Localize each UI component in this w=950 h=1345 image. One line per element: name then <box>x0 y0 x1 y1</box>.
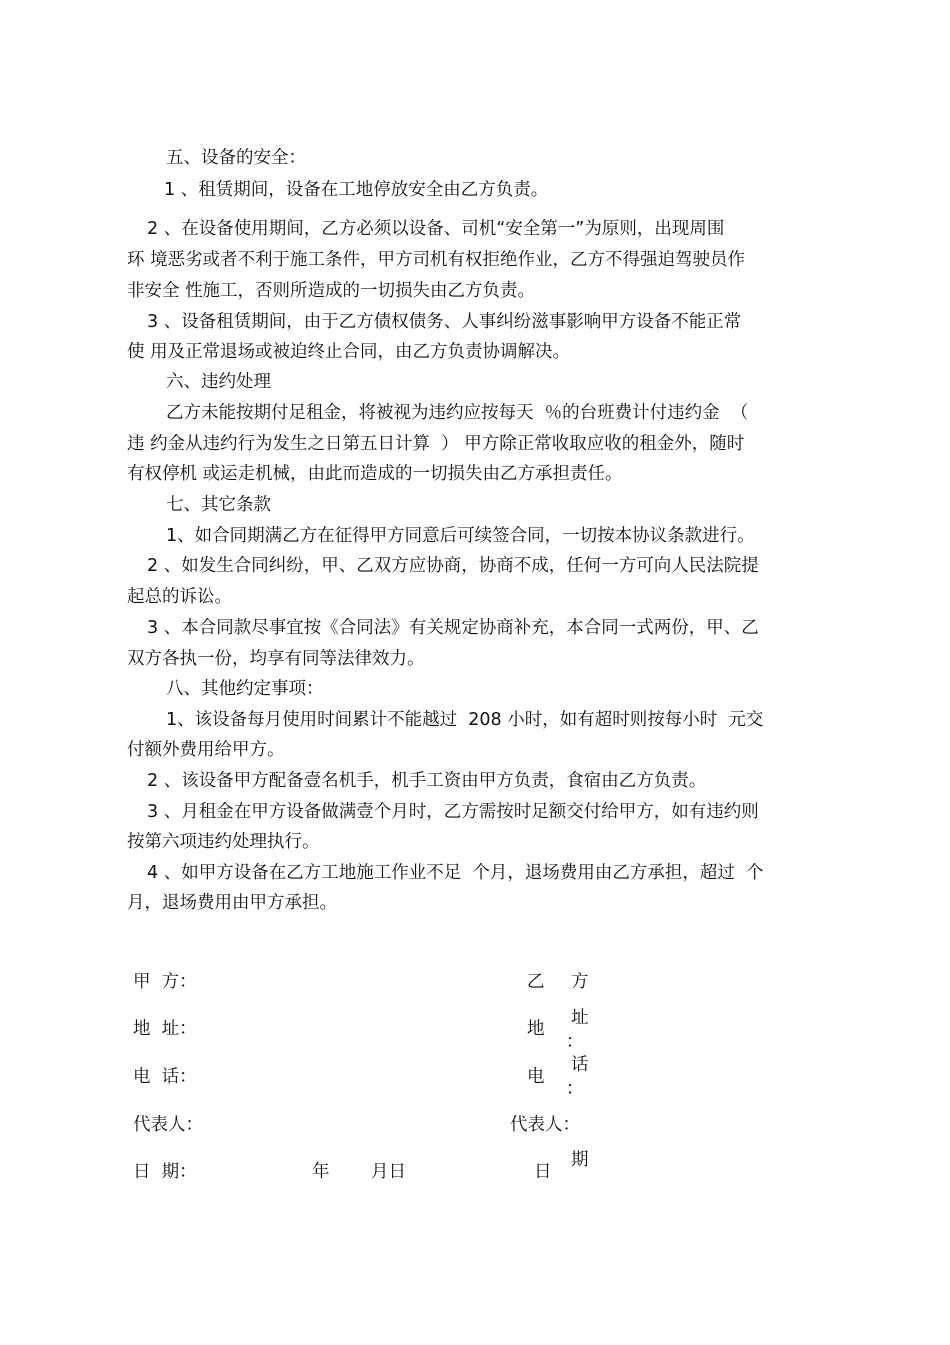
clause-7-3-line-1: 3 、本合同款尽事宜按《合同法》有关规定协商补充，本合同一式两份，甲、乙 <box>147 618 759 638</box>
clause-8-4-line-1: 4 、如甲方设备在乙方工地施工作业不足 个月，退场费用由乙方承担，超过 个 <box>147 863 764 883</box>
party-a-label: 甲 方： <box>133 972 197 992</box>
party-a-date-year: 年 <box>312 1162 330 1182</box>
clause-5-1: 1 、租赁期间，设备在工地停放安全由乙方负责。 <box>164 180 549 200</box>
clause-8-4-line-2: 月，退场费用由甲方承担。 <box>127 893 337 913</box>
clause-5-2-line-2: 环 境恶劣或者不利于施工条件，甲方司机有权拒绝作业，乙方不得强迫驾驶员作 <box>127 250 746 270</box>
party-b-date-char-1: 日 <box>534 1162 552 1182</box>
section-8-heading: 八、其他约定事项： <box>166 679 324 699</box>
clause-6-line-3: 有权停机 或运走机械，由此而造成的一切损失由乙方承担责任。 <box>127 464 623 484</box>
party-a-representative-label: 代表人： <box>133 1115 203 1135</box>
party-b-address-colon: ： <box>566 1032 584 1052</box>
section-7-heading: 七、其它条款 <box>166 495 271 515</box>
clause-7-1: 1、如合同期满乙方在征得甲方同意后可续签合同，一切按本协议条款进行。 <box>166 526 755 546</box>
party-a-date-month-day: 月日 <box>371 1162 406 1182</box>
clause-8-3-line-1: 3 、月租金在甲方设备做满壹个月时，乙方需按时足额交付给甲方，如有违约则 <box>147 802 759 822</box>
clause-8-1-line-2: 付额外费用给甲方。 <box>127 740 285 760</box>
clause-6-line-2: 违 约金从违约行为发生之日第五日计算 ） 甲方除正常收取应收的租金外，随时 <box>127 434 745 454</box>
party-b-label-char-1: 乙 <box>527 972 545 992</box>
clause-6-line-1: 乙方未能按期付足租金，将被视为违约应按每天 ％的台班费计付违约金 （ <box>166 403 749 423</box>
clause-8-1-line-1: 1、该设备每月使用时间累计不能越过 208 小时，如有超时则按每小时 元交 <box>166 710 764 730</box>
clause-5-3-line-2: 使 用及正常退场或被迫终止合同，由乙方负责协调解决。 <box>127 342 571 362</box>
party-a-date-label: 日 期： <box>133 1162 197 1182</box>
party-b-phone-char-1: 电 <box>527 1067 545 1087</box>
clause-7-3-line-2: 双方各执一份，均享有同等法律效力。 <box>127 649 425 669</box>
party-a-phone-label: 电 话： <box>133 1067 197 1087</box>
clause-7-2-line-2: 起总的诉讼。 <box>127 587 232 607</box>
section-5-heading: 五、设备的安全： <box>166 148 306 168</box>
clause-5-3-line-1: 3 、设备租赁期间，由于乙方债权债务、人事纠纷滋事影响甲方设备不能正常 <box>147 312 742 332</box>
clause-5-2-line-3: 非安全 性施工，否则所造成的一切损失由乙方负责。 <box>127 281 536 301</box>
party-b-representative-label: 代表人： <box>510 1115 580 1135</box>
party-b-label-char-2: 方 <box>571 972 589 992</box>
party-b-address-char-2: 址 <box>571 1008 589 1028</box>
clause-7-2-line-1: 2 、如发生合同纠纷，甲、乙双方应协商，协商不成，任何一方可向人民法院提 <box>147 556 759 576</box>
section-6-heading: 六、违约处理 <box>166 372 271 392</box>
clause-8-2: 2 、该设备甲方配备壹名机手，机手工资由甲方负责，食宿由乙方负责。 <box>147 771 707 791</box>
party-b-date-char-2: 期 <box>571 1150 589 1170</box>
party-b-address-char-1: 地 <box>527 1019 545 1039</box>
party-a-address-label: 地 址： <box>133 1019 197 1039</box>
party-b-phone-colon: ： <box>566 1079 584 1099</box>
party-b-phone-char-2: 话 <box>571 1055 589 1075</box>
clause-5-2-line-1: 2 、在设备使用期间，乙方必须以设备、司机“安全第一”为原则，出现周围 <box>147 219 725 239</box>
clause-8-3-line-2: 按第六项违约处理执行。 <box>127 832 320 852</box>
